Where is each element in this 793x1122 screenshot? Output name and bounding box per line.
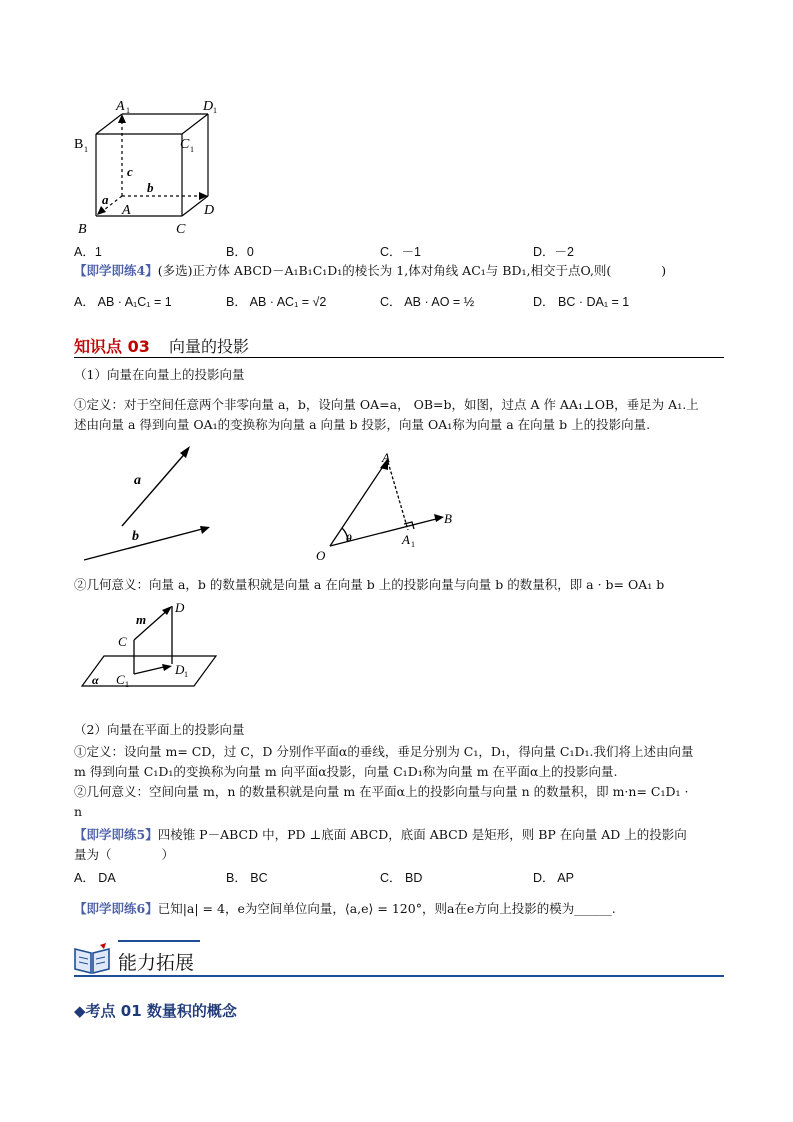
q4-option-b[interactable]: B． AB · AC₁ = √2 (226, 295, 327, 309)
q6-question (74, 900, 616, 918)
q5-text: 四棱锥 P－ABCD 中，PD ⊥底面 ABCD，底面 ABCD 是矩形，则 BP 在向量 AD 上的投影向 (157, 827, 687, 842)
exam-point-heading: ◆考点 01 数量积的概念 (74, 1002, 237, 1020)
q4-option-d[interactable]: D． BC · DA₁ = 1 (533, 295, 630, 309)
label-b: b (132, 529, 139, 544)
sub: 1 (125, 680, 129, 689)
label-b: b (147, 180, 154, 195)
label-a: a (102, 192, 109, 207)
projection-figure (312, 448, 467, 566)
sec2-heading: （2）向量在平面上的投影向量 (74, 722, 245, 737)
q3-option-d[interactable]: D．－2 (533, 245, 574, 259)
label-D1: D (203, 99, 214, 114)
q5-tag: 【即学即练5】 (74, 827, 158, 842)
vectors-ab-figure (76, 440, 216, 565)
kp-divider (74, 357, 724, 358)
label-B: B (78, 222, 87, 237)
q3-option-a[interactable]: A．1 (74, 245, 102, 259)
sub: 1 (411, 540, 415, 549)
plane-projection-figure (76, 596, 221, 692)
q5-option-c[interactable]: C． BD (380, 871, 423, 885)
label-D: D (175, 600, 185, 615)
label-C: C (118, 634, 127, 649)
q5-option-b[interactable]: B． BC (226, 871, 268, 885)
label-m: m (136, 612, 147, 627)
sub: 1 (84, 145, 88, 154)
label-B1: B (74, 137, 84, 152)
q4-question (74, 262, 666, 280)
kp-title: 向量的投影 (168, 337, 249, 356)
q3-option-b[interactable]: B．0 (226, 245, 254, 259)
label-D: D (204, 203, 215, 218)
label-A: A (122, 203, 131, 218)
ability-title: 能力拓展 (118, 952, 195, 974)
q4-tag: 【即学即练4】 (74, 263, 158, 278)
label-A1: A (116, 99, 125, 114)
label-A1: A (402, 532, 410, 547)
label-C1: C (116, 672, 125, 687)
label-alpha: α (92, 673, 99, 687)
label-a: a (134, 473, 141, 488)
sub: 1 (184, 670, 188, 679)
sub: 1 (126, 106, 130, 115)
label-C: C (176, 222, 186, 237)
sub: 1 (213, 106, 217, 115)
label-O: O (316, 548, 326, 563)
q5-option-a[interactable]: A． DA (74, 871, 116, 885)
sec2-line2: m 得到向量 C₁D₁的变换称为向量 m 向平面α投影，向量 C₁D₁称为向量 m 在平面α上的投影向量. (74, 764, 618, 779)
knowledge-point-heading (74, 334, 249, 357)
sec1-heading: （1）向量在向量上的投影向量 (74, 367, 245, 382)
label-B: B (444, 511, 452, 526)
label-theta: θ (346, 533, 352, 545)
q6-tag: 【即学即练6】 (74, 901, 158, 916)
sec1-def-line2: 述由向量 a 得到向量 OA₁的变换称为向量 a 向量 b 投影，向量 OA₁称为向量 a 在向量 b 上的投影向量. (74, 417, 651, 432)
q4-option-a[interactable]: A． AB · A₁C₁ = 1 (74, 295, 172, 309)
sec1-geometric-meaning: ②几何意义：向量 a，b 的数量积就是向量 a 在向量 b 上的投影向量与向量 b 的数量积，即 a · b= OA₁ b (74, 577, 665, 592)
label-A: A (382, 450, 390, 465)
q5-line2: 量为（ ） (74, 847, 175, 862)
ability-divider (74, 975, 724, 977)
q4-option-c[interactable]: C． AB · AO = ½ (380, 295, 475, 309)
q4-text: (多选)正方体 ABCD－A₁B₁C₁D₁的棱长为 1,体对角线 AC₁与 BD₁,相交于点O,则( ) (157, 263, 667, 278)
sec2-line1: ①定义：设向量 m= CD，过 C，D 分别作平面α的垂线，垂足分别为 C₁，D₁，得向量 C₁D₁.我们将上述由向量 (74, 744, 694, 759)
q5-question (74, 826, 687, 844)
kp-label: 知识点 03 (74, 337, 150, 356)
title-accent-line (118, 940, 200, 942)
q5-option-d[interactable]: D． AP (533, 871, 574, 885)
label-c: c (127, 164, 133, 179)
q3-option-c[interactable]: C．－1 (380, 245, 421, 259)
sec1-def-line1: ①定义：对于空间任意两个非零向量 a，b，设向量 OA=a， OB=b，如图，过点 A 作 AA₁⊥OB，垂足为 A₁.上 (74, 397, 699, 412)
cube-figure (70, 96, 230, 238)
label-D1: D (175, 662, 185, 677)
book-icon (72, 943, 114, 975)
sec2-line3: ②几何意义：空间向量 m，n 的数量积就是向量 m 在平面α上的投影向量与向量 n 的数量积，即 m·n= C₁D₁ · (74, 784, 689, 799)
q6-text: 已知|a| = 4，e为空间单位向量，⟨a,e⟩ = 120°，则a在e方向上投影的模为______. (157, 901, 616, 916)
sub: 1 (190, 145, 194, 154)
sec2-line4: n (74, 804, 83, 819)
label-C1: C (180, 137, 190, 152)
